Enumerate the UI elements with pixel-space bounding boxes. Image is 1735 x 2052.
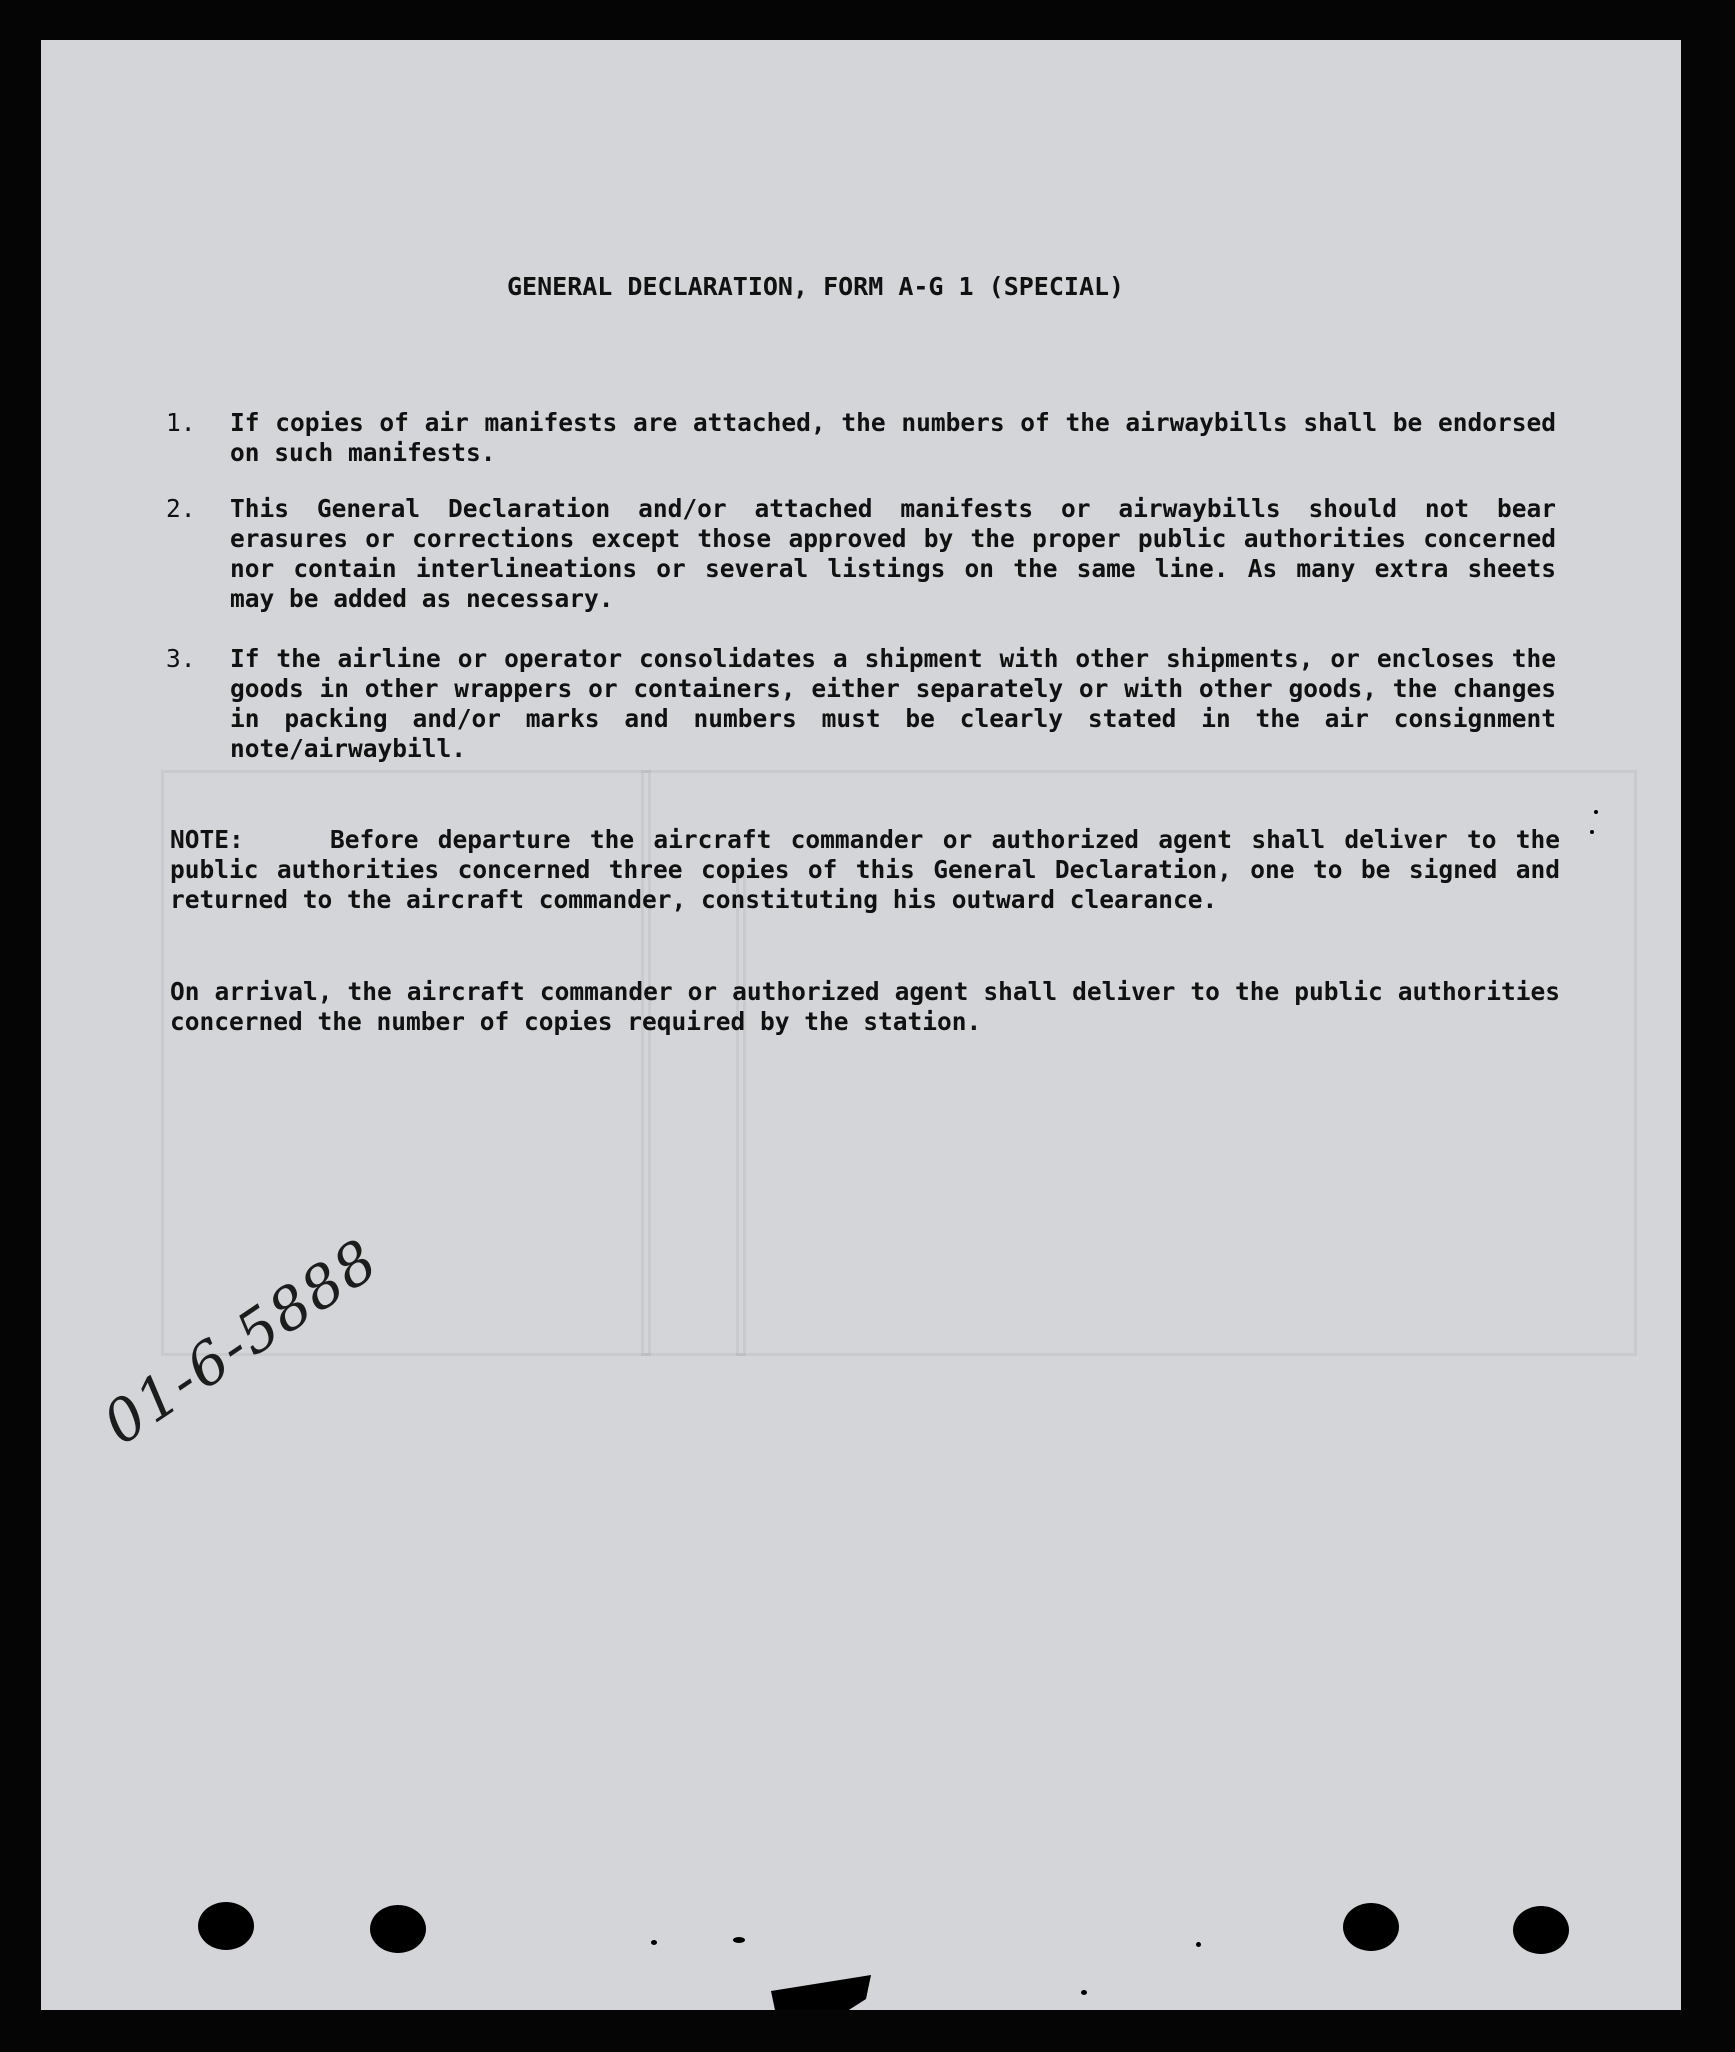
item-text: This General Declaration and/or attached manifests or airwaybills should not bear erasures or corrections except those approved by the proper public authorities concerned nor contain interlineations or several listings on the same line. As many extra sheets may be added as necessary. bbox=[230, 494, 1556, 613]
speck bbox=[1594, 810, 1598, 814]
item-text: If copies of air manifests are attached, the numbers of the airwaybills shall be endorsed on such manifests. bbox=[230, 408, 1556, 467]
note-label: NOTE: bbox=[170, 825, 244, 854]
speck bbox=[651, 1940, 657, 1945]
punch-hole bbox=[1513, 1906, 1569, 1954]
arrival-paragraph: On arrival, the aircraft commander or authorized agent shall deliver to the public authorities concerned the number of copies required by the station. bbox=[170, 977, 1560, 1036]
item-number: 3. bbox=[166, 644, 196, 673]
speck bbox=[1196, 1942, 1201, 1947]
punch-hole bbox=[1343, 1903, 1399, 1951]
handwritten-number: 01-6-5888 bbox=[90, 1225, 391, 1458]
note-paragraph bbox=[170, 825, 1560, 915]
bleed-through-rule bbox=[736, 870, 746, 1356]
punch-hole bbox=[198, 1902, 254, 1950]
instruction-item bbox=[166, 644, 1556, 764]
speck bbox=[1081, 1990, 1087, 1995]
item-number: 2. bbox=[166, 494, 196, 523]
binding-clip bbox=[771, 1975, 871, 2010]
instruction-item bbox=[166, 494, 1556, 614]
item-number: 1. bbox=[166, 408, 196, 437]
speck bbox=[1590, 830, 1594, 834]
punch-hole bbox=[370, 1905, 426, 1953]
item-text: If the airline or operator consolidates a shipment with other shipments, or encloses the goods in other wrappers or containers, either separately or with other goods, the changes in packing and/or marks and numbers must be clearly stated in the air consignment note/airwaybill. bbox=[230, 644, 1556, 763]
instruction-item bbox=[166, 408, 1556, 468]
document-page bbox=[41, 40, 1681, 2010]
page-title: GENERAL DECLARATION, FORM A-G 1 (SPECIAL) bbox=[507, 272, 1125, 301]
speck bbox=[733, 1937, 745, 1943]
note-text: Before departure the aircraft commander or authorized agent shall deliver to the public authorities concerned three copies of this General Declaration, one to be signed and returned to the aircraft commander, constituting his outward clearance. bbox=[170, 825, 1560, 914]
